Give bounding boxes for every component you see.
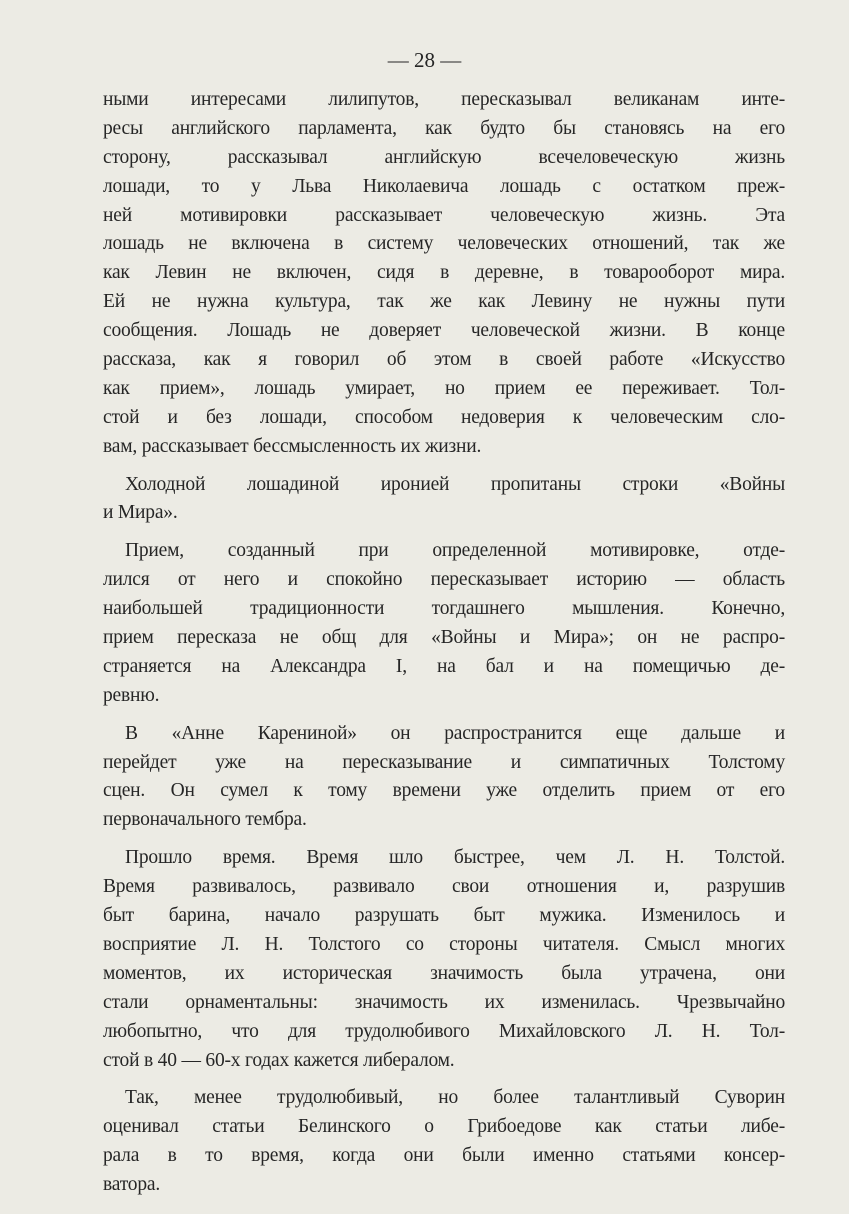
paragraph: [103, 537, 785, 710]
paragraph: [103, 844, 785, 1075]
text-line: стали орнаментальны: значимость их изменилась. Чрезвычайно: [103, 991, 785, 1013]
paragraph: [103, 471, 785, 529]
text-line: первоначального тембра.: [103, 809, 307, 831]
text-line: стой в 40 — 60-х годах кажется либералом.: [103, 1049, 455, 1071]
text-line: оценивал статьи Белинского о Грибоедове как статьи либе-: [103, 1116, 785, 1138]
text-line: лошадь не включена в систему человеческих отношений, так же: [103, 233, 785, 255]
text-line: любопытно, что для трудолюбивого Михайловского Л. Н. Тол-: [103, 1020, 785, 1042]
page-number: — 28 —: [387, 48, 462, 72]
text-line: В «Анне Карениной» он распространится еще дальше и: [125, 722, 785, 744]
text-line: вам, рассказывает бессмысленность их жизни.: [103, 435, 482, 457]
text-line: ными интересами лилипутов, пересказывал великанам инте-: [103, 89, 785, 110]
text-line: моментов, их историческая значимость была утрачена, они: [103, 962, 785, 984]
text-line: Так, менее трудолюбивый, но более талантливый Суворин: [125, 1087, 785, 1109]
text-line: Холодной лошадиной иронией пропитаны строки «Войны: [125, 473, 785, 495]
paragraph: [103, 86, 785, 462]
text-line: стой и без лошади, способом недоверия к человеческим сло-: [103, 406, 785, 428]
text-line: Прошло время. Время шло быстрее, чем Л. Н. Толстой.: [125, 847, 785, 869]
text-line: наибольшей традиционности тогдашнего мышления. Конечно,: [103, 598, 785, 620]
text-line: рала в то время, когда они были именно статьями консер-: [103, 1145, 785, 1167]
text-line: ватора.: [103, 1174, 160, 1196]
body-text: [103, 86, 785, 1209]
text-line: Прием, созданный при определенной мотивировке, отде-: [125, 540, 785, 562]
text-line: сторону, рассказывал английскую всечеловеческую жизнь: [103, 146, 785, 168]
paragraph: [103, 720, 785, 836]
text-line: как прием», лошадь умирает, но прием ее переживает. Тол-: [103, 377, 785, 399]
text-line: восприятие Л. Н. Толстого со стороны читателя. Смысл многих: [103, 933, 785, 955]
text-line: ней мотивировки рассказывает человеческую жизнь. Эта: [103, 204, 785, 226]
text-line: Ей не нужна культура, так же как Левину не нужны пути: [103, 291, 785, 313]
text-line: страняется на Александра I, на бал и на помещичью де-: [103, 655, 785, 677]
text-line: как Левин не включен, сидя в деревне, в товарооборот мира.: [103, 262, 785, 284]
text-line: ресы английского парламента, как будто бы становясь на его: [103, 117, 785, 139]
text-line: сообщения. Лошадь не доверяет человеческой жизни. В конце: [103, 320, 785, 342]
text-line: рассказа, как я говорил об этом в своей работе «Искусство: [103, 349, 785, 371]
text-line: прием пересказа не общ для «Войны и Мира»; он не распро-: [103, 627, 785, 649]
text-line: перейдет уже на пересказывание и симпатичных Толстому: [103, 751, 785, 773]
text-line: лошади, то у Льва Николаевича лошадь с остатком преж-: [103, 175, 785, 197]
text-line: и Мира».: [103, 502, 178, 524]
text-line: лился от него и спокойно пересказывает историю — область: [103, 569, 785, 591]
text-line: сцен. Он сумел к тому времени уже отделить прием от его: [103, 780, 785, 802]
text-line: быт барина, начало разрушать быт мужика. Изменилось и: [103, 905, 785, 927]
text-line: Время развивалось, развивало свои отношения и, разрушив: [103, 876, 785, 898]
paragraph: [103, 1084, 785, 1200]
text-line: ревню.: [103, 684, 160, 706]
